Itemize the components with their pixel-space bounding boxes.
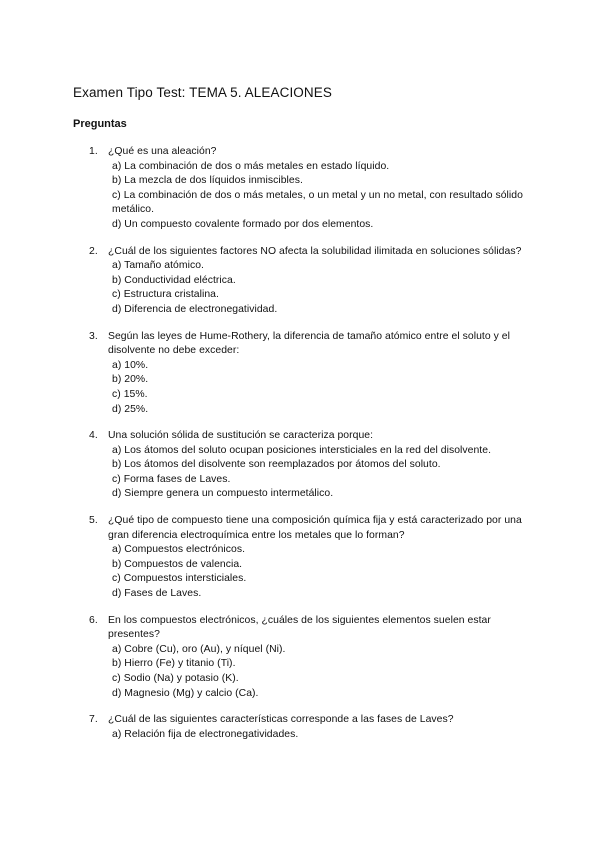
answer-option: b) Hierro (Fe) y titanio (Ti). (112, 658, 236, 670)
answer-option: d) 25%. (112, 403, 149, 415)
question-text: Según las leyes de Hume-Rothery, la diferencia de tamaño atómico entre el soluto y el disolvente no debe exceder: (108, 330, 510, 357)
question-item (73, 429, 540, 502)
answer-options (108, 160, 540, 233)
question-item (73, 330, 540, 418)
answer-options (108, 728, 540, 743)
answer-option: d) Un compuesto covalente formado por dos elementos. (112, 218, 374, 230)
answer-options (108, 359, 540, 417)
question-text: Una solución sólida de sustitución se caracteriza porque: (108, 430, 374, 442)
answer-option: c) Compuestos intersticiales. (112, 573, 247, 585)
section-heading: Preguntas (73, 118, 127, 130)
question-text: ¿Cuál de los siguientes factores NO afecta la solubilidad ilimitada en soluciones sólidas? (108, 245, 522, 257)
answer-option: b) Compuestos de valencia. (112, 558, 243, 570)
answer-option: b) Los átomos del disolvente son reemplazados por átomos del soluto. (112, 459, 441, 471)
answer-option: a) Los átomos del soluto ocupan posiciones intersticiales en la red del disolvente. (112, 444, 492, 456)
answer-options (108, 444, 540, 502)
question-number: 6. (89, 614, 98, 626)
question-number: 5. (89, 515, 98, 527)
question-text: ¿Cuál de las siguientes características corresponde a las fases de Laves? (108, 714, 454, 726)
question-number: 1. (89, 146, 98, 157)
answer-option: a) La combinación de dos o más metales en estado líquido. (112, 160, 390, 172)
question-item (73, 245, 540, 318)
answer-options (108, 543, 540, 601)
question-number: 2. (89, 245, 98, 257)
answer-option: d) Diferencia de electronegatividad. (112, 303, 278, 315)
question-text: En los compuestos electrónicos, ¿cuáles de los siguientes elementos suelen estar presentes? (108, 614, 491, 641)
answer-option: c) Estructura cristalina. (112, 289, 219, 301)
answer-option: b) 20%. (112, 374, 149, 386)
answer-option: d) Siempre genera un compuesto intermetálico. (112, 488, 334, 500)
answer-option: a) Relación fija de electronegatividades. (112, 728, 299, 740)
page-title: Examen Tipo Test: TEMA 5. ALEACIONES (73, 85, 332, 100)
answer-option: a) Tamaño atómico. (112, 260, 204, 272)
question-number: 7. (89, 714, 98, 726)
question-number: 3. (89, 330, 98, 342)
answer-option: a) Cobre (Cu), oro (Au), y níquel (Ni). (112, 643, 286, 655)
answer-options (108, 643, 540, 701)
question-text: ¿Qué tipo de compuesto tiene una composición química fija y está caracterizado por una gran diferencia electroquímica entre los metales que lo forman? (108, 515, 522, 541)
answer-option: d) Fases de Laves. (112, 588, 202, 600)
question-list (73, 145, 540, 742)
question-item (73, 614, 540, 702)
answer-option: b) La mezcla de dos líquidos inmiscibles. (112, 175, 303, 187)
answer-option: c) Forma fases de Laves. (112, 473, 231, 485)
answer-option: b) Conductividad eléctrica. (112, 274, 236, 286)
question-item (73, 713, 540, 742)
question-number: 4. (89, 430, 98, 442)
answer-option: a) Compuestos electrónicos. (112, 544, 246, 556)
answer-option: d) Magnesio (Mg) y calcio (Ca). (112, 687, 259, 699)
question-text: ¿Qué es una aleación? (108, 146, 217, 157)
question-item (73, 145, 540, 233)
answer-option: c) La combinación de dos o más metales, o un metal y un no metal, con resultado sólido metálico. (112, 189, 523, 216)
answer-options (108, 259, 540, 317)
answer-option: c) Sodio (Na) y potasio (K). (112, 673, 239, 684)
answer-option: c) 15%. (112, 388, 148, 400)
answer-option: a) 10%. (112, 359, 149, 371)
question-item (73, 514, 540, 602)
